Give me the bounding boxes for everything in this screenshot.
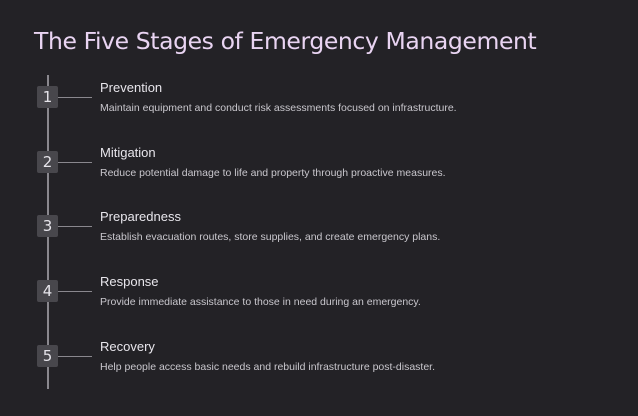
stage-number-box xyxy=(37,86,58,108)
stage-item-response xyxy=(0,274,638,320)
stage-item-recovery xyxy=(0,339,638,385)
stage-item-mitigation xyxy=(0,145,638,191)
stage-description: Help people access basic needs and rebuild infrastructure post-disaster. xyxy=(100,361,436,373)
stage-number: 3 xyxy=(42,217,53,235)
timeline-connector xyxy=(58,162,92,163)
stage-number: 4 xyxy=(42,282,53,300)
timeline-connector xyxy=(58,226,92,227)
stage-title: Preparedness xyxy=(100,209,181,224)
stage-number-box xyxy=(37,215,58,237)
stage-title: Recovery xyxy=(100,339,155,354)
stage-title: Response xyxy=(100,274,159,289)
stage-description: Provide immediate assistance to those in need during an emergency. xyxy=(100,296,421,308)
stage-description: Maintain equipment and conduct risk assessments focused on infrastructure. xyxy=(100,102,457,114)
stage-title: Mitigation xyxy=(100,145,156,160)
timeline-connector xyxy=(58,291,92,292)
page-title: The Five Stages of Emergency Management xyxy=(34,27,537,55)
stage-number: 2 xyxy=(42,153,53,171)
stage-number-box xyxy=(37,280,58,302)
stage-item-prevention xyxy=(0,80,638,126)
stage-number: 5 xyxy=(42,347,53,365)
timeline-connector xyxy=(58,97,92,98)
stage-item-preparedness xyxy=(0,209,638,255)
timeline-connector xyxy=(58,356,92,357)
stage-title: Prevention xyxy=(100,80,163,95)
stage-description: Reduce potential damage to life and property through proactive measures. xyxy=(100,167,446,179)
stage-number: 1 xyxy=(42,88,53,106)
stage-number-box xyxy=(37,345,58,367)
stage-description: Establish evacuation routes, store supplies, and create emergency plans. xyxy=(100,231,441,243)
stage-number-box xyxy=(37,151,58,173)
